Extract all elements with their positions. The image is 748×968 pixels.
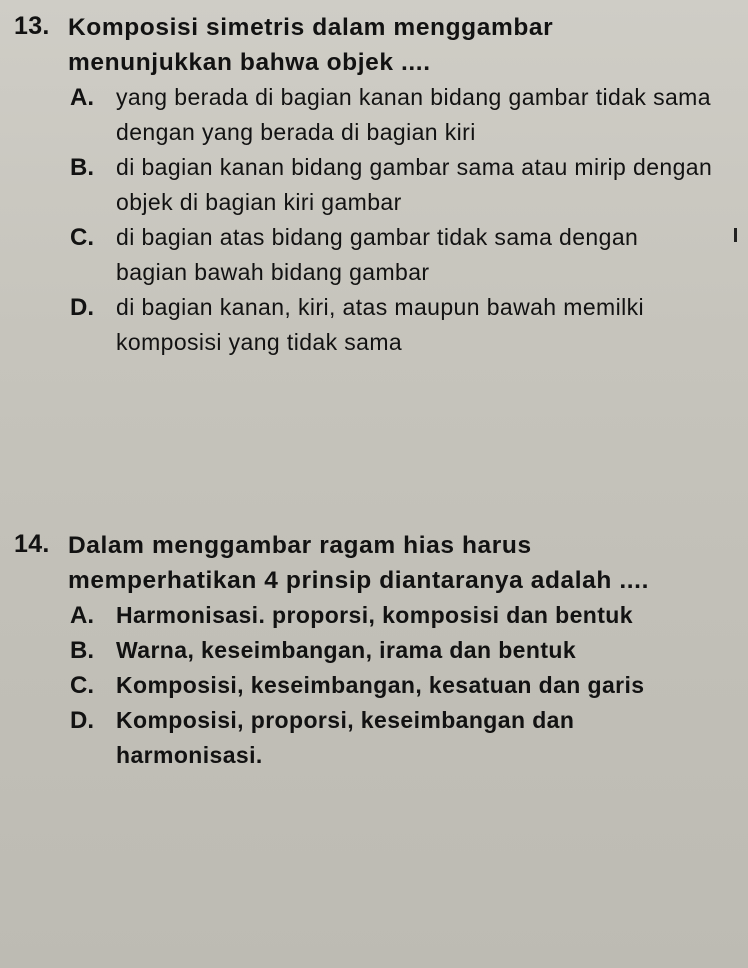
option-list: [70, 598, 734, 773]
option-list: [70, 80, 734, 360]
option-letter: B.: [70, 637, 94, 664]
option-c: [70, 220, 734, 290]
option-letter: D.: [70, 294, 94, 321]
option-b: [70, 150, 734, 220]
option-d: [70, 703, 734, 773]
option-text: Harmonisasi. proporsi, komposisi dan bentuk: [116, 602, 633, 628]
question-text: Komposisi simetris dalam menggambar menunjukkan bahwa objek ....: [68, 14, 554, 76]
option-letter: A.: [70, 602, 94, 629]
option-text: Komposisi, keseimbangan, kesatuan dan garis: [116, 672, 645, 698]
page-edge-mark: [734, 228, 737, 242]
option-text: Warna, keseimbangan, irama dan bentuk: [116, 637, 577, 663]
option-letter: A.: [70, 84, 94, 111]
option-text: yang berada di bagian kanan bidang gambar tidak sama dengan yang berada di bagian kiri: [116, 84, 711, 145]
question-text: Dalam menggambar ragam hias harus memperhatikan 4 prinsip diantaranya adalah ....: [68, 532, 649, 594]
option-letter: C.: [70, 672, 94, 699]
option-letter: B.: [70, 154, 94, 181]
question-14: [14, 528, 734, 773]
question-number: 14.: [14, 530, 50, 558]
option-text: di bagian kanan, kiri, atas maupun bawah memilki komposisi yang tidak sama: [116, 294, 645, 355]
option-text: di bagian kanan bidang gambar sama atau mirip dengan objek di bagian kiri gambar: [116, 154, 713, 215]
option-text: Komposisi, proporsi, keseimbangan dan harmonisasi.: [116, 707, 575, 768]
question-13: [14, 10, 734, 360]
question-number: 13.: [14, 12, 50, 40]
option-a: [70, 598, 734, 633]
option-a: [70, 80, 734, 150]
option-letter: D.: [70, 707, 94, 734]
option-c: [70, 668, 734, 703]
option-b: [70, 633, 734, 668]
option-letter: C.: [70, 224, 94, 251]
option-d: [70, 290, 734, 360]
option-text: di bagian atas bidang gambar tidak sama dengan bagian bawah bidang gambar: [116, 224, 639, 285]
